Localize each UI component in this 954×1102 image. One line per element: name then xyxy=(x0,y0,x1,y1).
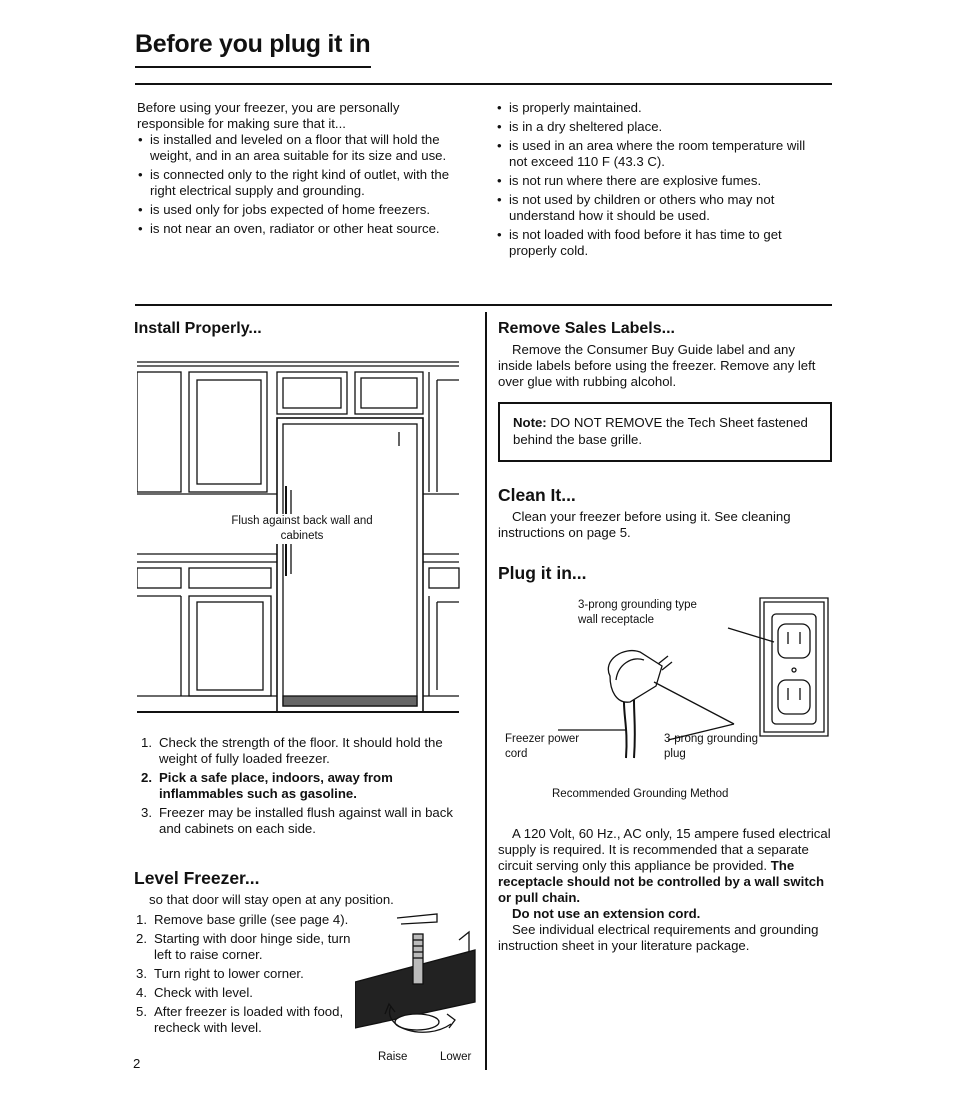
install-figure-caption: Flush against back wall and cabinets xyxy=(222,514,382,544)
plug-warning-extension: Do not use an extension cord. xyxy=(512,906,701,921)
list-item: 5. After freezer is loaded with food, recheck with level. xyxy=(136,1004,344,1035)
level-steps xyxy=(132,912,364,1039)
note-content xyxy=(513,414,813,448)
note-text: DO NOT REMOVE the Tech Sheet fastened behind the base grille. xyxy=(513,415,808,447)
list-item: 3. Freezer may be installed flush against wall in back and cabinets on each side. xyxy=(141,805,453,836)
intro-left xyxy=(137,100,450,240)
power-cord-label: Freezer power cord xyxy=(505,733,580,760)
plug-text-main: A 120 Volt, 60 Hz., AC only, 15 ampere fused electrical supply is required. It is recommended that a separate circuit serving only this appliance be provided. xyxy=(498,826,831,873)
grounding-figure-caption: Recommended Grounding Method xyxy=(552,788,729,800)
intro-lead: Before using your freezer, you are personally responsible for making sure that it... xyxy=(137,100,400,131)
plug-heading: Plug it in... xyxy=(498,563,587,583)
intro-left-list xyxy=(137,132,450,237)
level-heading: Level Freezer... xyxy=(134,868,260,888)
intro-right xyxy=(496,100,811,262)
plug-text xyxy=(498,826,832,954)
list-item: 1. Check the strength of the floor. It should hold the weight of fully loaded freezer. xyxy=(141,735,443,766)
list-item: • is not near an oven, radiator or other heat source. xyxy=(137,221,450,237)
note-label: Note: xyxy=(513,415,547,430)
list-item: • is not run where there are explosive fumes. xyxy=(496,173,811,189)
leveling-leg-figure xyxy=(355,910,480,1050)
list-item: • is not used by children or others who may not understand how it should be used. xyxy=(496,192,811,224)
section-rule xyxy=(135,304,832,306)
list-item: • is properly maintained. xyxy=(496,100,811,116)
plug-text-more: See individual electrical requirements and grounding instruction sheet in your literature package. xyxy=(498,922,819,953)
plug-warning: The receptacle should not be controlled by a wall switch or pull chain. xyxy=(498,858,825,905)
remove-labels-text: Remove the Consumer Buy Guide label and any inside labels before using the freezer. Remove any left over glue with rubbing alcohol. xyxy=(498,342,816,389)
list-item: • is used in an area where the room temperature will not exceed 110 F (43.3 C). xyxy=(496,138,811,170)
list-item: 2. Pick a safe place, indoors, away from inflammables such as gasoline. xyxy=(141,770,393,801)
install-step-list xyxy=(137,735,471,837)
list-item: • is installed and leveled on a floor that will hold the weight, and in an area suitable for its size and use. xyxy=(137,132,450,164)
title-underline xyxy=(135,66,371,68)
raise-label: Raise xyxy=(378,1051,408,1063)
list-item: 4. Check with level. xyxy=(136,985,253,1000)
level-step-list xyxy=(132,912,364,1036)
intro-right-list xyxy=(496,100,811,259)
install-heading: Install Properly... xyxy=(134,320,262,337)
page-title: Before you plug it in xyxy=(135,30,371,58)
column-divider xyxy=(485,312,487,1070)
list-item: 2. Starting with door hinge side, turn left to raise corner. xyxy=(136,931,351,962)
plug-label: 3-prong grounding plug xyxy=(664,733,758,760)
list-item: 1. Remove base grille (see page 4). xyxy=(136,912,349,927)
remove-labels-heading: Remove Sales Labels... xyxy=(498,320,675,337)
install-steps xyxy=(137,735,471,840)
lower-label: Lower xyxy=(440,1051,472,1063)
clean-heading: Clean It... xyxy=(498,485,576,505)
list-item: 3. Turn right to lower corner. xyxy=(136,966,304,981)
list-item: • is connected only to the right kind of outlet, with the right electrical supply and grounding. xyxy=(137,167,450,199)
top-rule xyxy=(135,83,832,85)
list-item: • is in a dry sheltered place. xyxy=(496,119,811,135)
clean-text: Clean your freezer before using it. See cleaning instructions on page 5. xyxy=(498,509,791,540)
page-number: 2 xyxy=(133,1056,141,1071)
receptacle-label: 3-prong grounding type wall receptacle xyxy=(578,599,697,626)
list-item: • is not loaded with food before it has time to get properly cold. xyxy=(496,227,811,259)
note-box xyxy=(498,402,832,462)
list-item: • is used only for jobs expected of home freezers. xyxy=(137,202,450,218)
level-lead: so that door will stay open at any position. xyxy=(149,892,394,907)
